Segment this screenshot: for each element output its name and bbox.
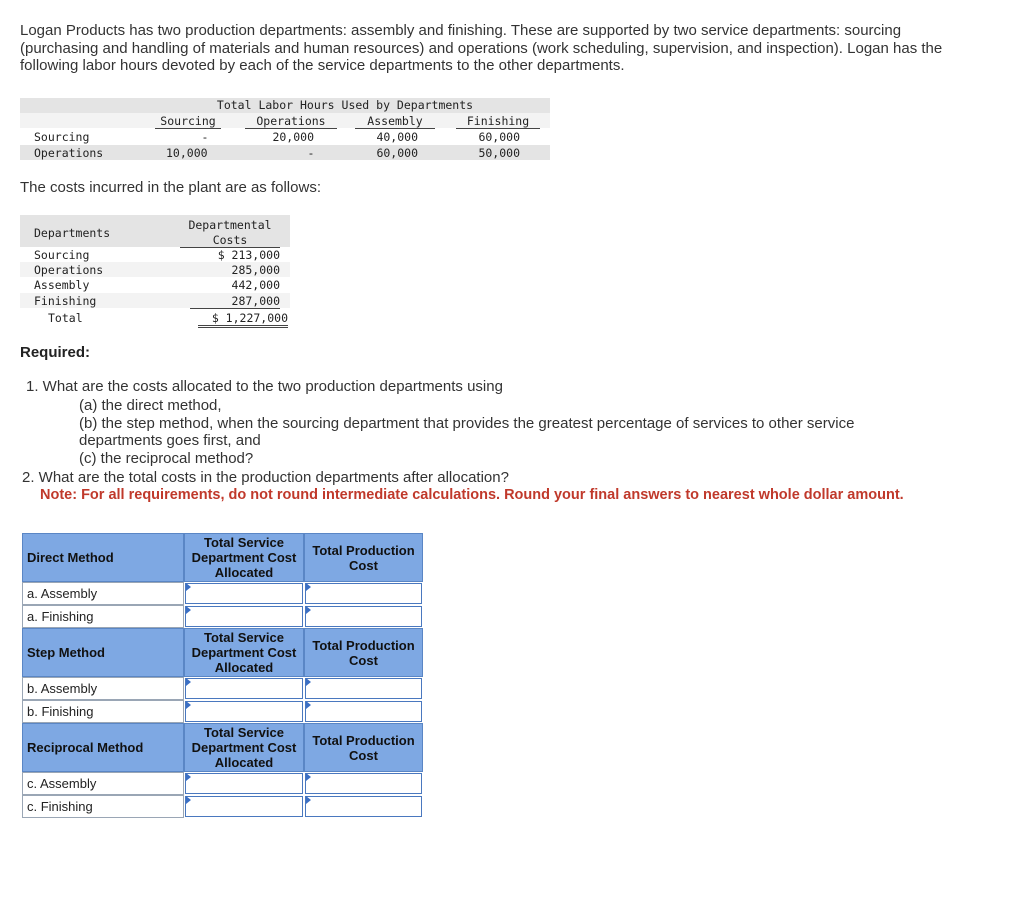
question-1c: (c) the reciprocal method? (79, 450, 254, 467)
cost-row-label: Finishing (34, 294, 97, 308)
input-marker-icon (186, 701, 191, 709)
labor-cell: 20,000 (272, 130, 314, 144)
input-marker-icon (186, 796, 191, 804)
direct-production-cost-header: Total Production Cost (304, 533, 423, 582)
input-marker-icon (186, 678, 191, 686)
reciprocal-assembly-service-input[interactable] (185, 773, 303, 794)
labor-cell: - (307, 146, 315, 160)
intro-paragraph: Logan Products has two production departments: assembly and finishing. These are supported by two service departments: sourcing (purchasing and handling of materials and human resources) and operations (work scheduling, supervision, and inspection). Logan has the following labor hours devoted by each of the service departments to the other departments. (20, 22, 943, 74)
cost-col-costs: Costs (180, 233, 280, 248)
input-marker-icon (186, 773, 191, 781)
input-marker-icon (306, 773, 311, 781)
step-assembly-service-input[interactable] (185, 678, 303, 699)
step-finishing-service-input[interactable] (185, 701, 303, 722)
input-marker-icon (306, 678, 311, 686)
labor-col-operations: Operations (245, 114, 337, 129)
labor-cell: 60,000 (376, 146, 418, 160)
input-marker-icon (186, 606, 191, 614)
step-finishing-label: b. Finishing (22, 700, 184, 723)
direct-assembly-service-input[interactable] (185, 583, 303, 604)
cost-total-label: Total (48, 311, 83, 325)
input-marker-icon (306, 796, 311, 804)
direct-assembly-production-input[interactable] (305, 583, 422, 604)
question-1b: (b) the step method, when the sourcing department that provides the greatest percentage of services to other service (79, 415, 855, 432)
reciprocal-assembly-label: c. Assembly (22, 772, 184, 795)
question-1: 1. What are the costs allocated to the two production departments using (26, 378, 503, 395)
labor-cell: 40,000 (376, 130, 418, 144)
direct-method-header: Direct Method (22, 533, 184, 582)
cost-row-value: $ 213,000 (217, 248, 280, 262)
question-1a: (a) the direct method, (79, 397, 222, 414)
labor-cell: 10,000 (166, 146, 208, 160)
reciprocal-assembly-production-input[interactable] (305, 773, 422, 794)
reciprocal-finishing-label: c. Finishing (22, 795, 184, 818)
step-finishing-production-input[interactable] (305, 701, 422, 722)
labor-table-title: Total Labor Hours Used by Departments (216, 98, 474, 112)
cost-total-value: $ 1,227,000 (198, 311, 288, 328)
cost-row-label: Operations (34, 263, 104, 277)
direct-finishing-label: a. Finishing (22, 605, 184, 628)
labor-cell: 50,000 (478, 146, 520, 160)
rounding-note: Note: For all requirements, do not round intermediate calculations. Round your final answers to nearest whole dollar amount. (40, 487, 904, 503)
labor-col-finishing: Finishing (456, 114, 540, 129)
labor-col-sourcing: Sourcing (155, 114, 221, 129)
step-service-cost-header: Total Service Department Cost Allocated (184, 628, 304, 677)
input-marker-icon (306, 606, 311, 614)
input-marker-icon (306, 583, 311, 591)
direct-service-cost-header: Total Service Department Cost Allocated (184, 533, 304, 582)
question-2: 2. What are the total costs in the production departments after allocation? (22, 469, 509, 486)
reciprocal-finishing-service-input[interactable] (185, 796, 303, 817)
step-method-header: Step Method (22, 628, 184, 677)
cost-col-departmental: Departmental (188, 218, 272, 232)
reciprocal-service-cost-header: Total Service Department Cost Allocated (184, 723, 304, 772)
cost-row-value: 287,000 (190, 294, 280, 309)
input-marker-icon (186, 583, 191, 591)
cost-col-departments: Departments (34, 226, 111, 240)
step-assembly-production-input[interactable] (305, 678, 422, 699)
cost-row-value: 285,000 (231, 263, 280, 277)
reciprocal-production-cost-header: Total Production Cost (304, 723, 423, 772)
costs-intro: The costs incurred in the plant are as follows: (20, 179, 321, 196)
input-marker-icon (306, 701, 311, 709)
cost-row-label: Assembly (34, 278, 90, 292)
reciprocal-method-header: Reciprocal Method (22, 723, 184, 772)
labor-row-operations-label: Operations (34, 146, 104, 160)
cost-row-label: Sourcing (34, 248, 90, 262)
labor-cell: 60,000 (478, 130, 520, 144)
required-heading: Required: (20, 344, 91, 361)
labor-col-assembly: Assembly (355, 114, 435, 129)
step-assembly-label: b. Assembly (22, 677, 184, 700)
direct-assembly-label: a. Assembly (22, 582, 184, 605)
labor-row-sourcing-label: Sourcing (34, 130, 90, 144)
step-production-cost-header: Total Production Cost (304, 628, 423, 677)
direct-finishing-service-input[interactable] (185, 606, 303, 627)
cost-row-value: 442,000 (231, 278, 280, 292)
question-1b-cont: departments goes first, and (79, 432, 261, 449)
reciprocal-finishing-production-input[interactable] (305, 796, 422, 817)
labor-cell: - (201, 130, 209, 144)
direct-finishing-production-input[interactable] (305, 606, 422, 627)
